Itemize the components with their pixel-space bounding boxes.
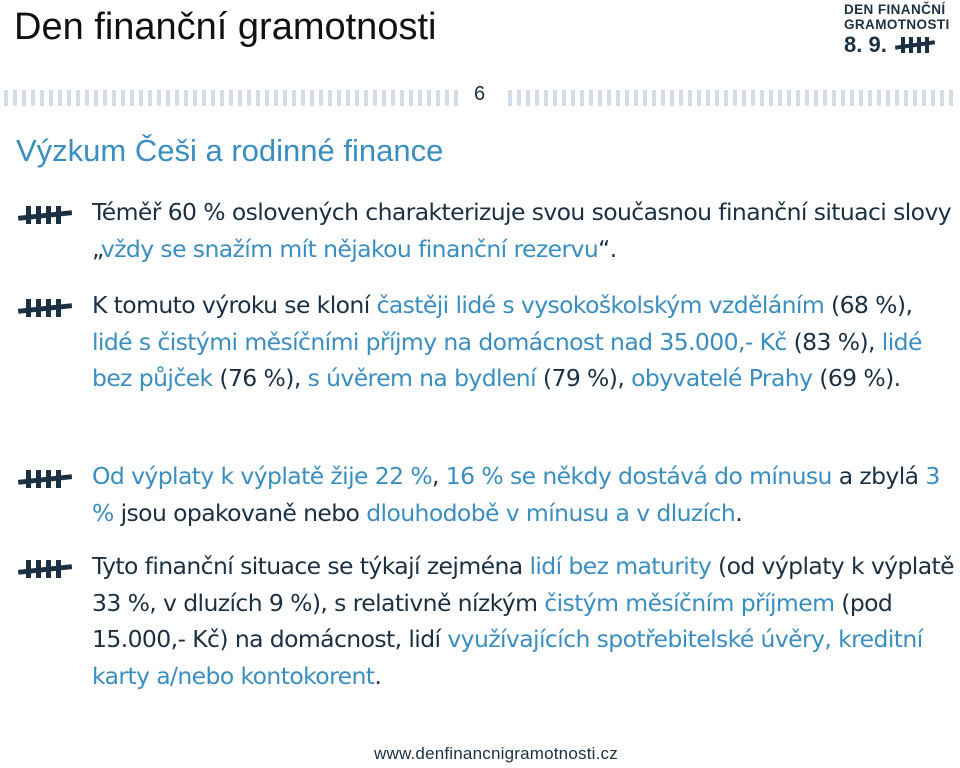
decorative-bar — [373, 90, 377, 106]
text-segment: K tomuto výroku se kloní — [92, 291, 377, 319]
bullet-text — [92, 548, 954, 694]
decorative-bar — [580, 90, 584, 106]
decorative-bar — [13, 90, 17, 106]
decorative-bar — [679, 90, 683, 106]
decorative-bar — [760, 90, 764, 106]
decorative-bar — [841, 90, 845, 106]
logo-line-1: DEN FINANČNÍ — [844, 2, 946, 17]
decorative-bar — [355, 90, 359, 106]
decorative-bar — [184, 90, 188, 106]
highlighted-text: čistým měsíčním příjmem — [544, 588, 835, 617]
decorative-bar — [616, 90, 620, 106]
decorative-bar — [175, 90, 179, 106]
tally-marks-icon — [895, 36, 935, 54]
decorative-bar — [4, 90, 8, 106]
decorative-bar — [301, 90, 305, 106]
decorative-bar — [715, 90, 719, 106]
decorative-bar — [733, 90, 737, 106]
footer-url: www.denfinancnigramotnosti.cz — [374, 744, 618, 763]
decorative-bar — [112, 90, 116, 106]
decorative-bar — [220, 90, 224, 106]
decorative-bar — [895, 90, 899, 106]
decorative-bar — [418, 90, 422, 106]
logo-date: 8. 9. — [844, 32, 887, 57]
decorative-bar — [211, 90, 215, 106]
page-title: Den finanční gramotnosti — [14, 6, 437, 48]
text-segment: Téměř 60 % oslovených charakterizuje svou současnou finanční situaci slovy „ — [92, 198, 952, 263]
text-segment: Tyto finanční situace se týkají zejména — [92, 552, 530, 580]
decorative-bar — [823, 90, 827, 106]
decorative-bar — [697, 90, 701, 106]
decorative-bar — [643, 90, 647, 106]
decorative-bar — [445, 90, 449, 106]
decorative-bar — [589, 90, 593, 106]
decorative-bar — [904, 90, 908, 106]
text-segment: (pod 15.000,- Kč) na domácnost, lidí — [92, 588, 893, 653]
decorative-bar — [625, 90, 629, 106]
decorative-bar — [778, 90, 782, 106]
text-segment: (76 %), — [212, 364, 308, 392]
decorative-bar — [598, 90, 602, 106]
decorative-bar — [22, 90, 26, 106]
tally-marks-icon — [18, 558, 72, 580]
logo-line-2: GRAMOTNOSTI — [844, 17, 950, 32]
text-segment: . — [735, 498, 743, 527]
decorative-bar — [868, 90, 872, 106]
decorative-bar — [346, 90, 350, 106]
decorative-bar — [382, 90, 386, 106]
decorative-bar — [850, 90, 854, 106]
decorative-bar — [742, 90, 746, 106]
event-logo — [844, 2, 956, 57]
decorative-bar — [202, 90, 206, 106]
decorative-bar — [769, 90, 773, 106]
decorative-bar — [319, 90, 323, 106]
decorative-bar — [58, 90, 62, 106]
decorative-bar — [283, 90, 287, 106]
highlighted-text: Od výplaty k výplatě žije 22 % — [92, 462, 433, 490]
decorative-bar — [148, 90, 152, 106]
decorative-bar — [634, 90, 638, 106]
decorative-bar — [796, 90, 800, 106]
decorative-bar — [436, 90, 440, 106]
highlighted-text: vždy se snažím mít nějakou finanční rezervu — [100, 234, 599, 263]
decorative-bar — [67, 90, 71, 106]
section-subtitle: Výzkum Češi a rodinné finance — [16, 133, 444, 168]
decorative-bar — [157, 90, 161, 106]
decorative-bar — [526, 90, 530, 106]
highlighted-text: lidé s čistými měsíčními příjmy na domácnost nad 35.000,- Kč — [92, 327, 787, 356]
text-segment: jsou opakovaně nebo — [113, 498, 367, 527]
tally-marks-icon — [18, 204, 72, 226]
decorative-bar — [949, 90, 953, 106]
highlighted-text: využívajících spotřebitelské úvěry, kreditní karty a/nebo kontokorent — [92, 625, 923, 690]
text-segment: (79 %), — [536, 364, 632, 392]
decorative-bar — [274, 90, 278, 106]
highlighted-text: lidé bez půjček — [92, 327, 922, 392]
text-segment: . — [374, 661, 382, 690]
page-number: 6 — [474, 83, 486, 105]
decorative-bar — [238, 90, 242, 106]
decorative-bar — [859, 90, 863, 106]
bullet-text — [92, 287, 954, 397]
decorative-bar — [130, 90, 134, 106]
text-segment: “. — [598, 234, 617, 263]
decorative-bar — [427, 90, 431, 106]
tally-marks-icon — [18, 468, 72, 490]
decorative-bar — [265, 90, 269, 106]
decorative-bar — [751, 90, 755, 106]
decorative-bar — [292, 90, 296, 106]
bullet-text — [92, 458, 954, 531]
decorative-bar — [229, 90, 233, 106]
decorative-bar — [121, 90, 125, 106]
highlighted-text: častěji lidé s vysokoškolským vzděláním — [376, 291, 825, 319]
decorative-bar — [517, 90, 521, 106]
decorative-bar — [391, 90, 395, 106]
decorative-bar — [553, 90, 557, 106]
highlighted-text: 16 % se někdy dostává do mínusu — [445, 462, 832, 490]
decorative-bar — [670, 90, 674, 106]
decorative-bar — [328, 90, 332, 106]
decorative-bar — [49, 90, 53, 106]
decorative-bar — [922, 90, 926, 106]
text-segment: , — [432, 462, 446, 490]
highlighted-text: obyvatelé Prahy — [631, 364, 813, 392]
decorative-bar — [688, 90, 692, 106]
decorative-bar — [40, 90, 44, 106]
decorative-bar — [103, 90, 107, 106]
decorative-bar — [652, 90, 656, 106]
decorative-bar — [571, 90, 575, 106]
decorative-bar — [31, 90, 35, 106]
decorative-bar — [706, 90, 710, 106]
decorative-bar — [454, 90, 458, 106]
decorative-bar — [337, 90, 341, 106]
highlighted-text: s úvěrem na bydlení — [307, 364, 537, 392]
text-segment: (69 %). — [812, 364, 901, 392]
decorative-bar — [409, 90, 413, 106]
decorative-bar — [139, 90, 143, 106]
decorative-bar — [247, 90, 251, 106]
text-segment: a zbylá — [831, 462, 926, 490]
decorative-bar — [400, 90, 404, 106]
decorative-bar — [607, 90, 611, 106]
decorative-bar — [913, 90, 917, 106]
decorative-bar — [877, 90, 881, 106]
decorative-bar — [535, 90, 539, 106]
decorative-bar — [562, 90, 566, 106]
decorative-bar — [931, 90, 935, 106]
text-segment: (68 %), — [824, 291, 913, 319]
decorative-bar — [661, 90, 665, 106]
decorative-bar — [805, 90, 809, 106]
highlighted-text: dlouhodobě v mínusu a v dluzích — [366, 498, 736, 527]
decorative-bar — [193, 90, 197, 106]
decorative-bar — [310, 90, 314, 106]
decorative-bar — [940, 90, 944, 106]
tally-marks-icon — [18, 297, 72, 319]
highlighted-text: lidí bez maturity — [529, 552, 712, 580]
decorative-bar — [787, 90, 791, 106]
highlighted-text: 3 % — [92, 462, 940, 527]
decorative-bar — [94, 90, 98, 106]
decorative-bar — [832, 90, 836, 106]
decorative-bar — [364, 90, 368, 106]
text-segment: (od výplaty k výplatě 33 %, v dluzích 9 %), s relativně nízkým — [92, 552, 954, 617]
decorative-bar — [724, 90, 728, 106]
decorative-bar — [814, 90, 818, 106]
text-segment: (83 %), — [786, 327, 882, 356]
decorative-bar — [76, 90, 80, 106]
decorative-bar — [508, 90, 512, 106]
decorative-bar — [886, 90, 890, 106]
decorative-bar — [166, 90, 170, 106]
bullet-text — [92, 194, 954, 267]
decorative-bar — [85, 90, 89, 106]
decorative-bar — [544, 90, 548, 106]
decorative-bar — [256, 90, 260, 106]
